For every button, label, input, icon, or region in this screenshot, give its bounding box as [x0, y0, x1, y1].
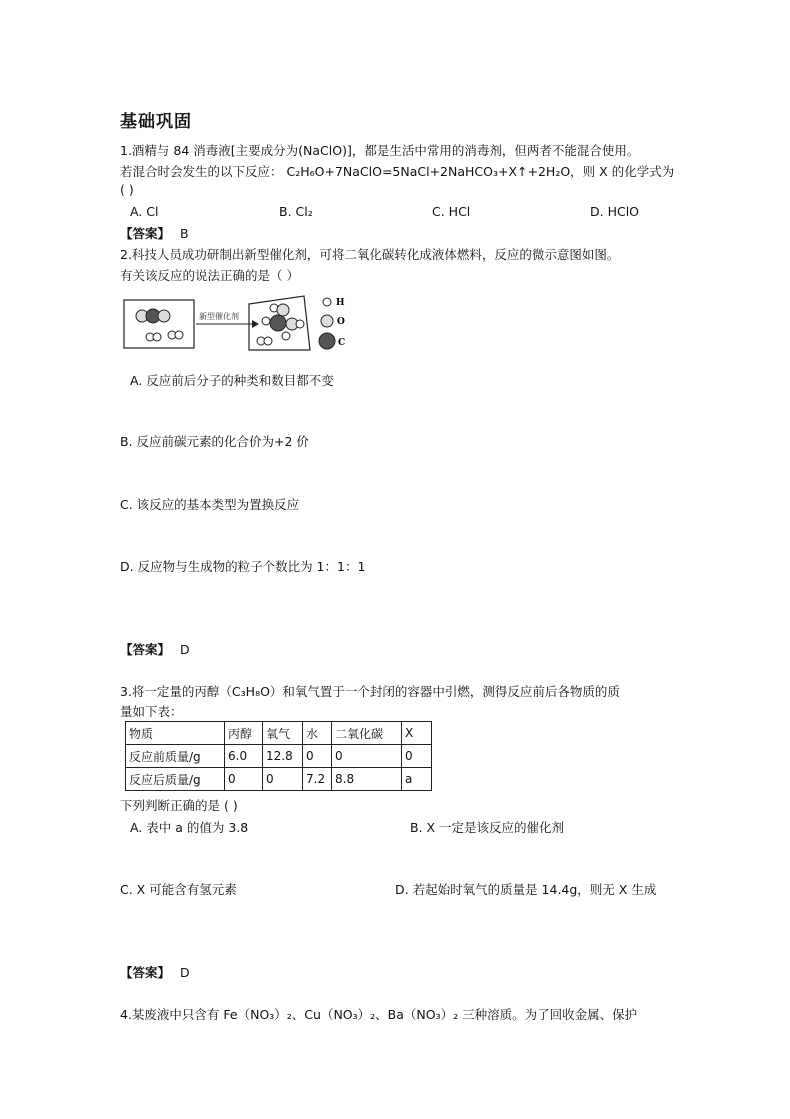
table-cell: 0: [402, 745, 432, 768]
table-cell: 0: [263, 768, 303, 791]
q3-answer: [120, 963, 190, 981]
h-atom: [296, 320, 304, 328]
table-cell: 反应后质量/g: [126, 768, 225, 791]
q3-option-b: B. X 一定是该反应的催化剂: [410, 820, 565, 835]
table-cell: 反应前质量/g: [126, 745, 225, 768]
legend-c-label: C: [338, 338, 346, 348]
table-cell: 0: [332, 745, 402, 768]
h-atom: [262, 317, 270, 325]
q1-option-d: D. HClO: [590, 204, 640, 219]
table-cell: 物质: [126, 722, 225, 745]
reaction-diagram: [122, 294, 362, 356]
table-row: [126, 768, 432, 791]
answer-label: 【答案】: [120, 226, 171, 241]
table-cell: 7.2: [303, 768, 332, 791]
q2-stem-line2: 有关该反应的说法正确的是（ ）: [120, 268, 299, 283]
catalyst-label: 新型催化剂: [199, 312, 239, 321]
q3-stem-line1: 3.将一定量的丙醇（C₃H₈O）和氧气置于一个封闭的容器中引燃，测得反应前后各物质的质: [120, 684, 620, 699]
legend-o-label: O: [337, 317, 345, 327]
arrow-head: [252, 320, 259, 328]
table-cell: 6.0: [225, 745, 263, 768]
o-atom: [277, 304, 289, 316]
q3-option-c: C. X 可能含有氢元素: [120, 882, 237, 897]
q1-answer: [120, 224, 189, 242]
mass-table: [125, 721, 432, 791]
q4-stem-line1: 4.某废液中只含有 Fe（NO₃）₂、Cu（NO₃）₂、Ba（NO₃）₂ 三种溶质。为了回收金属、保护: [120, 1007, 638, 1022]
q3-option-a: A. 表中 a 的值为 3.8: [130, 820, 249, 835]
answer-value: B: [180, 226, 189, 241]
q3-option-d: D. 若起始时氧气的质量是 14.4g，则无 X 生成: [395, 882, 657, 897]
q1-option-b: B. Cl₂: [279, 204, 313, 219]
q2-option-a: A. 反应前后分子的种类和数目都不变: [130, 373, 334, 388]
q2-stem-line1: 2.科技人员成功研制出新型催化剂，可将二氧化碳转化成液体燃料，反应的微示意图如图。: [120, 247, 620, 262]
table-header-row: [126, 722, 432, 745]
table-cell: 0: [303, 745, 332, 768]
table-cell: 8.8: [332, 768, 402, 791]
q2-option-b: B. 反应前碳元素的化合价为+2 价: [120, 434, 309, 449]
section-title: 基础巩固: [120, 112, 192, 132]
table-cell: 二氧化碳: [332, 722, 402, 745]
q2-option-c: C. 该反应的基本类型为置换反应: [120, 497, 300, 512]
table-cell: 丙醇: [225, 722, 263, 745]
table-cell: 氧气: [263, 722, 303, 745]
c-atom: [270, 315, 286, 331]
table-cell: 0: [225, 768, 263, 791]
q1-stem-line3: ( ): [120, 182, 134, 197]
table-cell: a: [402, 768, 432, 791]
q1-option-c: C. HCl: [432, 204, 471, 219]
legend-h-swatch: [323, 298, 331, 306]
table-cell: 水: [303, 722, 332, 745]
q1-stem-line2: 若混合时会发生的以下反应： C₂H₆O+7NaClO=5NaCl+2NaHCO₃+X↑+2H₂O，则 X 的化学式为: [120, 164, 675, 179]
q2-answer: [120, 640, 190, 658]
legend-c-swatch: [319, 333, 335, 349]
table-cell: X: [402, 722, 432, 745]
answer-value: D: [180, 965, 190, 980]
h-atom: [282, 332, 290, 340]
table-row: [126, 745, 432, 768]
legend-o-swatch: [321, 315, 333, 327]
answer-label: 【答案】: [120, 642, 171, 657]
answer-label: 【答案】: [120, 965, 171, 980]
legend-h-label: H: [336, 298, 345, 308]
h-atom: [175, 331, 183, 339]
table-cell: 12.8: [263, 745, 303, 768]
h-atom: [153, 333, 161, 341]
q2-option-d: D. 反应物与生成物的粒子个数比为 1：1：1: [120, 559, 366, 574]
q3-after-table: 下列判断正确的是 ( ): [120, 798, 238, 813]
o-atom: [158, 310, 170, 322]
q1-option-a: A. Cl: [130, 204, 159, 219]
h-atom: [264, 337, 272, 345]
q1-stem-line1: 1.酒精与 84 消毒液[主要成分为(NaClO)]，都是生活中常用的消毒剂，但两者不能混合使用。: [120, 143, 640, 158]
answer-value: D: [180, 642, 190, 657]
q3-stem-line2: 量如下表：: [120, 704, 183, 719]
